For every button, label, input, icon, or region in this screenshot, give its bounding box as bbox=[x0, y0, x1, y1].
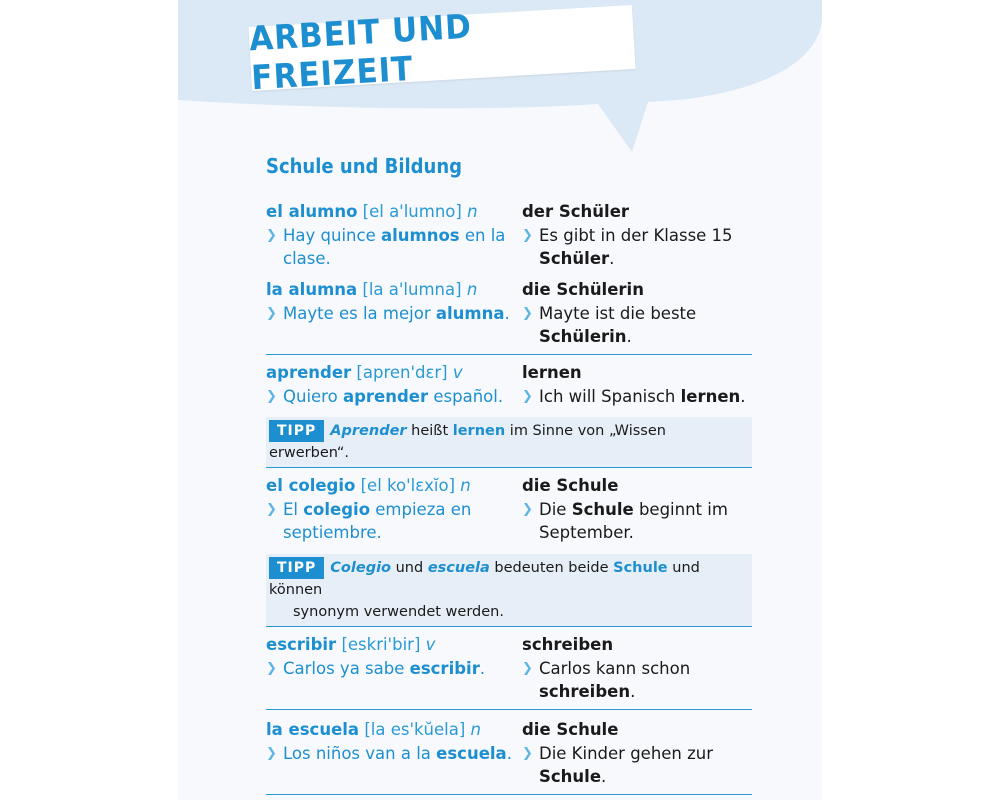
pronunciation: [apren'dɛr] bbox=[356, 363, 448, 382]
tip-badge: TIPP bbox=[269, 420, 324, 442]
spanish-column bbox=[266, 200, 522, 270]
vocab-entry bbox=[266, 474, 752, 544]
german-column bbox=[522, 474, 752, 544]
tip-text-continued: synonym verwendet werden. bbox=[293, 604, 504, 620]
chevron-right-icon: ❯ bbox=[266, 228, 277, 243]
spanish-example: ❯ Carlos ya sabe escribir. bbox=[266, 659, 486, 678]
part-of-speech: v bbox=[452, 363, 463, 382]
vocab-entry bbox=[266, 361, 752, 408]
german-column bbox=[522, 718, 752, 788]
german-headword: lernen bbox=[522, 363, 582, 382]
part-of-speech: n bbox=[466, 280, 478, 299]
spanish-column bbox=[266, 633, 522, 703]
german-column bbox=[522, 361, 752, 408]
german-example: ❯ Ich will Spanisch lernen. bbox=[522, 387, 746, 406]
chevron-right-icon: ❯ bbox=[522, 306, 533, 321]
tip-box: TIPP Colegio und escuela bedeuten beide Schule und können synonym verwendet werden. bbox=[266, 554, 752, 627]
chevron-right-icon: ❯ bbox=[266, 746, 277, 761]
german-example: ❯ Es gibt in der Klasse 15 Schüler. bbox=[522, 226, 733, 268]
vocabulary-list bbox=[266, 200, 752, 795]
spanish-column bbox=[266, 278, 522, 348]
pronunciation: [el ko'lɛxĭo] bbox=[360, 476, 456, 495]
spanish-column bbox=[266, 718, 522, 788]
german-example: ❯ Carlos kann schon schreiben. bbox=[522, 659, 691, 701]
spanish-example: ❯ El colegio empieza en septiembre. bbox=[266, 500, 472, 542]
german-column bbox=[522, 278, 752, 348]
german-headword: die Schülerin bbox=[522, 280, 644, 299]
pronunciation: [eskri'bir] bbox=[341, 635, 421, 654]
german-column bbox=[522, 633, 752, 703]
vocab-entry bbox=[266, 718, 752, 788]
divider bbox=[266, 354, 752, 355]
spanish-headword: el alumno bbox=[266, 202, 358, 221]
chevron-right-icon: ❯ bbox=[266, 661, 277, 676]
pronunciation: [la a'lumna] bbox=[362, 280, 462, 299]
part-of-speech: n bbox=[460, 476, 471, 495]
vocab-entry bbox=[266, 633, 752, 703]
german-example: ❯ Mayte ist die beste Schülerin. bbox=[522, 304, 697, 346]
german-headword: die Schule bbox=[522, 476, 619, 495]
vocab-entry bbox=[266, 200, 752, 270]
chevron-right-icon: ❯ bbox=[266, 389, 277, 404]
spanish-headword: escribir bbox=[266, 635, 337, 654]
divider bbox=[266, 794, 752, 795]
spanish-headword: aprender bbox=[266, 363, 352, 382]
chevron-right-icon: ❯ bbox=[266, 502, 277, 517]
spanish-headword: la escuela bbox=[266, 720, 360, 739]
pronunciation: [la es'kŭela] bbox=[364, 720, 466, 739]
german-headword: die Schule bbox=[522, 720, 619, 739]
chevron-right-icon: ❯ bbox=[522, 502, 533, 517]
spanish-column bbox=[266, 474, 522, 544]
chapter-title-card bbox=[248, 5, 635, 98]
spanish-headword: el colegio bbox=[266, 476, 356, 495]
divider bbox=[266, 709, 752, 710]
part-of-speech: n bbox=[467, 202, 478, 221]
part-of-speech: v bbox=[425, 635, 436, 654]
spanish-example: ❯ Los niños van a la escuela. bbox=[266, 744, 512, 763]
chevron-right-icon: ❯ bbox=[522, 661, 533, 676]
german-example: ❯ Die Schule beginnt im September. bbox=[522, 500, 728, 542]
chapter-title: ARBEIT UND FREIZEIT bbox=[248, 7, 473, 98]
german-column bbox=[522, 200, 752, 270]
german-headword: schreiben bbox=[522, 635, 614, 654]
chevron-right-icon: ❯ bbox=[522, 228, 533, 243]
vocab-entry bbox=[266, 278, 752, 348]
spanish-column bbox=[266, 361, 522, 408]
part-of-speech: n bbox=[470, 720, 481, 739]
spanish-example: ❯ Mayte es la mejor alumna. bbox=[266, 304, 510, 323]
chevron-right-icon: ❯ bbox=[522, 389, 533, 404]
pronunciation: [el a'lumno] bbox=[362, 202, 462, 221]
tip-badge: TIPP bbox=[269, 557, 324, 579]
dictionary-page bbox=[178, 0, 822, 800]
spanish-example: ❯ Quiero aprender español. bbox=[266, 387, 504, 406]
spanish-headword: la alumna bbox=[266, 280, 358, 299]
german-example: ❯ Die Kinder gehen zur Schule. bbox=[522, 744, 714, 786]
chevron-right-icon: ❯ bbox=[522, 746, 533, 761]
tip-box: TIPP Aprender heißt lernen im Sinne von „Wissen erwerben“. bbox=[266, 417, 752, 468]
chevron-right-icon: ❯ bbox=[266, 306, 277, 321]
german-headword: der Schüler bbox=[522, 202, 630, 221]
spanish-example: ❯ Hay quince alumnos en la clase. bbox=[266, 226, 506, 268]
section-heading: Schule und Bildung bbox=[266, 154, 463, 178]
